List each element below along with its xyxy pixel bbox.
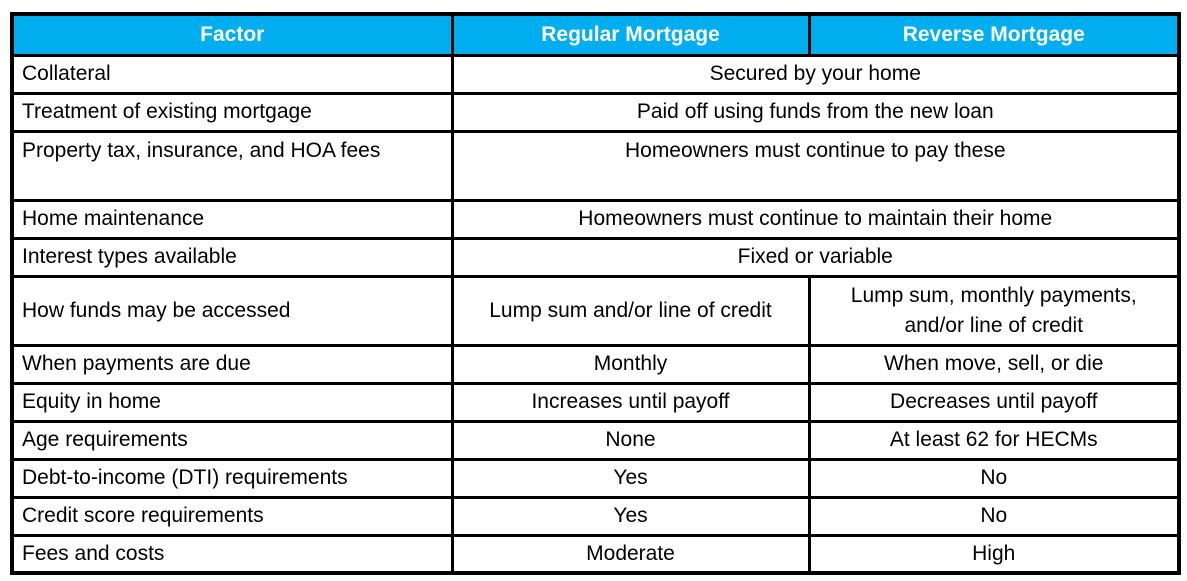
reverse-mortgage-cell: When move, sell, or die: [809, 345, 1179, 383]
regular-mortgage-cell: Increases until payoff: [452, 383, 809, 421]
row-treatment-of-existing-mortgage: [12, 93, 1179, 131]
factor-cell: Collateral: [12, 55, 452, 93]
row-how-funds-accessed: [12, 276, 1179, 345]
row-dti-requirements: [12, 459, 1179, 497]
row-interest-types-available: [12, 238, 1179, 276]
row-credit-score-requirements: [12, 497, 1179, 535]
factor-cell: Home maintenance: [12, 200, 452, 238]
factor-cell: Age requirements: [12, 421, 452, 459]
header-row: [12, 14, 1179, 55]
reverse-mortgage-cell: No: [809, 497, 1179, 535]
regular-mortgage-cell: Yes: [452, 497, 809, 535]
header-factor: Factor: [12, 14, 452, 55]
regular-mortgage-cell: Monthly: [452, 345, 809, 383]
regular-mortgage-cell: Moderate: [452, 535, 809, 573]
merged-value-cell: Secured by your home: [452, 55, 1179, 93]
factor-cell: Treatment of existing mortgage: [12, 93, 452, 131]
row-fees-and-costs: [12, 535, 1179, 573]
row-collateral: [12, 55, 1179, 93]
factor-cell: Fees and costs: [12, 535, 452, 573]
merged-value-cell: Fixed or variable: [452, 238, 1179, 276]
header-regular-mortgage: Regular Mortgage: [452, 14, 809, 55]
reverse-mortgage-cell: Decreases until payoff: [809, 383, 1179, 421]
reverse-mortgage-cell: High: [809, 535, 1179, 573]
row-property-tax-insurance-hoa: [12, 131, 1179, 200]
regular-mortgage-cell: None: [452, 421, 809, 459]
merged-value-cell: Paid off using funds from the new loan: [452, 93, 1179, 131]
row-when-payments-due: [12, 345, 1179, 383]
factor-cell: Equity in home: [12, 383, 452, 421]
factor-cell: How funds may be accessed: [12, 276, 452, 345]
mortgage-comparison-table: [10, 12, 1181, 575]
reverse-mortgage-cell: At least 62 for HECMs: [809, 421, 1179, 459]
factor-cell: Property tax, insurance, and HOA fees: [12, 131, 452, 200]
factor-cell: Debt-to-income (DTI) requirements: [12, 459, 452, 497]
merged-value-cell: Homeowners must continue to pay these: [452, 131, 1179, 200]
reverse-mortgage-cell: No: [809, 459, 1179, 497]
mortgage-comparison-table-container: [10, 12, 1181, 575]
merged-value-cell: Homeowners must continue to maintain their home: [452, 200, 1179, 238]
reverse-mortgage-cell: Lump sum, monthly payments, and/or line of credit: [809, 276, 1179, 345]
factor-cell: When payments are due: [12, 345, 452, 383]
row-home-maintenance: [12, 200, 1179, 238]
header-reverse-mortgage: Reverse Mortgage: [809, 14, 1179, 55]
regular-mortgage-cell: Yes: [452, 459, 809, 497]
regular-mortgage-cell: Lump sum and/or line of credit: [452, 276, 809, 345]
row-age-requirements: [12, 421, 1179, 459]
factor-cell: Interest types available: [12, 238, 452, 276]
row-equity-in-home: [12, 383, 1179, 421]
factor-cell: Credit score requirements: [12, 497, 452, 535]
